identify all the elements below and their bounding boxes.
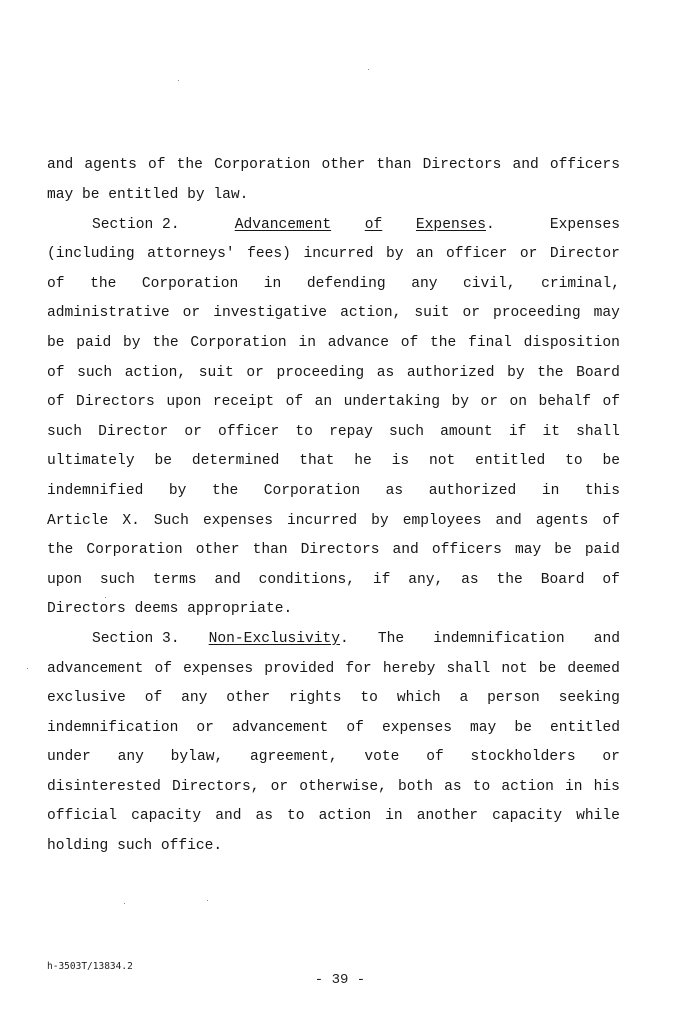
word: of — [47, 276, 65, 292]
word: of — [602, 513, 620, 529]
word: Directors — [47, 601, 126, 617]
section-2-title-word: of — [364, 217, 383, 233]
word: the — [211, 483, 239, 499]
word: other — [321, 157, 366, 173]
word: expenses — [183, 661, 254, 677]
word: or — [182, 305, 201, 321]
word: suit — [414, 305, 450, 321]
word: Corporation — [86, 542, 183, 558]
word: and — [512, 157, 539, 173]
page-number: - 39 - — [314, 972, 366, 988]
word: investigative — [213, 305, 328, 321]
text-line — [47, 837, 620, 855]
word: any — [117, 749, 144, 765]
word: the — [176, 157, 203, 173]
word: officer — [446, 246, 508, 262]
word: of — [285, 394, 304, 410]
word: disposition — [523, 335, 620, 351]
text-line — [47, 304, 620, 322]
word: another — [416, 808, 479, 824]
word: the — [152, 335, 179, 351]
word: shall — [446, 661, 491, 677]
word: this — [584, 483, 620, 499]
word: administrative — [47, 305, 170, 321]
word: X. — [122, 513, 140, 529]
word: or — [480, 394, 498, 410]
word: of — [400, 335, 419, 351]
word: any, — [408, 572, 444, 588]
word: expenses — [202, 513, 274, 529]
word: of — [602, 394, 620, 410]
scan-speck — [178, 80, 179, 81]
word: if — [508, 424, 527, 440]
word: may — [514, 542, 542, 558]
word: both — [397, 779, 433, 795]
word: otherwise, — [299, 779, 387, 795]
word: exclusive — [47, 690, 126, 706]
word: stockholders — [470, 749, 576, 765]
word: (including — [47, 246, 135, 262]
text-line — [47, 689, 620, 707]
word: civil, — [463, 276, 516, 292]
text-line — [47, 660, 620, 678]
section-2-title-word: Advancement — [234, 217, 332, 233]
word: as — [385, 483, 404, 499]
word: and — [215, 808, 242, 824]
word: action — [318, 808, 372, 824]
word: of — [346, 720, 364, 736]
word: capacity — [131, 808, 202, 824]
word: the — [47, 542, 74, 558]
word: indemnified — [47, 483, 144, 499]
word: agents — [84, 157, 137, 173]
word: hereby — [382, 661, 436, 677]
word: of — [144, 690, 163, 706]
word: not — [501, 661, 528, 677]
document-id: h-3503T/13834.2 — [47, 961, 133, 972]
word: under — [47, 749, 91, 765]
word: than — [376, 157, 412, 173]
word: Corporation — [214, 157, 311, 173]
word: by — [168, 483, 187, 499]
word: to — [360, 690, 378, 706]
word: and — [392, 542, 419, 558]
word: appropriate. — [187, 601, 293, 617]
word: conditions, — [258, 572, 355, 588]
word: law. — [213, 187, 249, 203]
word: Corporation — [141, 276, 239, 292]
word: other — [195, 542, 240, 558]
text-line — [47, 778, 620, 796]
word: Directors — [300, 542, 380, 558]
text-line — [47, 334, 620, 352]
word: seeking — [558, 690, 620, 706]
word: by — [451, 394, 469, 410]
word: in — [263, 276, 282, 292]
word: disinterested — [47, 779, 161, 795]
word: employees — [402, 513, 482, 529]
word: final — [468, 335, 512, 351]
word: or — [184, 424, 202, 440]
word: on — [509, 394, 527, 410]
word: entitled — [108, 187, 179, 203]
word: be — [82, 187, 100, 203]
word: Board — [540, 572, 585, 588]
word: suit — [198, 365, 234, 381]
word: Board — [576, 365, 620, 381]
word: such — [47, 424, 83, 440]
word: upon — [166, 394, 202, 410]
word: by — [187, 187, 205, 203]
text-line — [47, 364, 620, 382]
word: paid — [76, 335, 112, 351]
word: of — [47, 365, 65, 381]
word: by — [386, 246, 404, 262]
word: upon — [47, 572, 83, 588]
text-line — [47, 571, 620, 589]
word: if — [372, 572, 391, 588]
word: an — [416, 246, 434, 262]
section-3-word: The — [377, 631, 405, 647]
word: advancement — [231, 720, 329, 736]
word: deems — [134, 601, 179, 617]
word: undertaking — [343, 394, 440, 410]
word: a — [459, 690, 469, 706]
word: action, — [124, 365, 187, 381]
word: or — [196, 720, 214, 736]
text-line — [47, 452, 620, 470]
word: attorneys' — [147, 246, 235, 262]
word: and — [214, 572, 241, 588]
section-3-title: Non-Exclusivity. — [208, 631, 349, 647]
word: or — [246, 365, 264, 381]
word: be — [47, 335, 65, 351]
word: entitled — [475, 453, 546, 469]
word: to — [287, 808, 305, 824]
word: officers — [431, 542, 502, 558]
word: official — [47, 808, 118, 824]
word: is — [391, 453, 410, 469]
word: Directors — [76, 394, 155, 410]
word: provided — [264, 661, 335, 677]
word: for — [345, 661, 372, 677]
word: be — [154, 453, 172, 469]
word: rights — [288, 690, 342, 706]
text-line — [47, 423, 620, 441]
word: Article — [47, 513, 109, 529]
word: be — [514, 720, 532, 736]
word: proceeding — [493, 305, 581, 321]
word: in — [565, 779, 583, 795]
word: he — [354, 453, 372, 469]
word: to — [565, 453, 583, 469]
word: an — [314, 394, 333, 410]
word: the — [537, 365, 564, 381]
word: of — [154, 661, 172, 677]
word: terms — [152, 572, 197, 588]
scan-speck — [27, 668, 28, 669]
text-line — [47, 512, 620, 530]
word: paid — [584, 542, 620, 558]
word: authorized — [406, 365, 495, 381]
word: it — [542, 424, 560, 440]
section-2-title-group — [235, 216, 495, 234]
word: as — [444, 779, 462, 795]
word: of — [602, 572, 620, 588]
word: as — [255, 808, 274, 824]
word: may — [593, 305, 620, 321]
word: or — [602, 749, 620, 765]
word: be — [538, 661, 557, 677]
word: amount — [440, 424, 493, 440]
word: indemnification — [47, 720, 179, 736]
scan-speck — [124, 903, 125, 904]
text-line — [47, 245, 620, 263]
word: by — [507, 365, 525, 381]
text-line — [47, 600, 620, 618]
section-3-label: Section 3. — [92, 631, 180, 647]
word: Director — [98, 424, 169, 440]
word: in — [385, 808, 403, 824]
section-2-heading — [92, 216, 620, 234]
word: as — [376, 365, 395, 381]
word: repay — [329, 424, 373, 440]
word: deemed — [567, 661, 620, 677]
word: such — [77, 365, 113, 381]
word: agents — [535, 513, 589, 529]
section-3-word: indemnification — [433, 631, 565, 647]
word: that — [299, 453, 335, 469]
word: to — [295, 424, 313, 440]
word: Directors — [422, 157, 502, 173]
word: the — [430, 335, 457, 351]
text-line — [47, 186, 620, 204]
word: Corporation — [190, 335, 287, 351]
word: be — [602, 453, 620, 469]
word: holding — [47, 838, 109, 854]
word: by — [123, 335, 141, 351]
word: incurred — [287, 513, 358, 529]
section-2-title-word: Expenses. — [415, 217, 495, 233]
word: criminal, — [541, 276, 620, 292]
section-3-heading — [92, 630, 620, 648]
word: in — [298, 335, 316, 351]
word: action — [501, 779, 554, 795]
word: behalf — [538, 394, 591, 410]
word: as — [461, 572, 479, 588]
word: such — [99, 572, 135, 588]
text-line — [47, 807, 620, 825]
text-line — [47, 541, 620, 559]
word: proceeding — [276, 365, 365, 381]
word: bylaw, — [170, 749, 224, 765]
word: of — [47, 394, 65, 410]
section-3-word: and — [593, 631, 620, 647]
word: officers — [549, 157, 620, 173]
section-2-first-word: Expenses — [549, 217, 620, 233]
word: of — [426, 749, 444, 765]
word: his — [593, 779, 620, 795]
word: Director — [549, 246, 620, 262]
scan-speck — [105, 597, 106, 598]
word: entitled — [549, 720, 620, 736]
word: capacity — [492, 808, 563, 824]
word: person — [487, 690, 540, 706]
word: which — [396, 690, 441, 706]
scan-speck — [368, 69, 369, 70]
word: Directors, — [171, 779, 260, 795]
word: Such — [153, 513, 189, 529]
word: Corporation — [263, 483, 361, 499]
word: fees) — [247, 246, 291, 262]
word: such — [388, 424, 425, 440]
word: determined — [191, 453, 280, 469]
word: authorized — [428, 483, 517, 499]
text-line — [47, 156, 620, 174]
word: be — [554, 542, 572, 558]
word: by — [371, 513, 389, 529]
word: or — [519, 246, 538, 262]
word: to — [472, 779, 491, 795]
word: defending — [306, 276, 386, 292]
word: than — [252, 542, 288, 558]
word: such — [117, 838, 153, 854]
text-line — [47, 748, 620, 766]
word: vote — [364, 749, 400, 765]
text-line — [47, 719, 620, 737]
word: incurred — [303, 246, 374, 262]
word: may — [47, 187, 74, 203]
word: or — [462, 305, 480, 321]
word: receipt — [212, 394, 275, 410]
word: of — [148, 157, 166, 173]
word: and — [47, 157, 74, 173]
word: advancement — [47, 661, 144, 677]
word: shall — [576, 424, 620, 440]
word: office. — [160, 838, 223, 854]
word: in — [541, 483, 560, 499]
word: not — [428, 453, 456, 469]
word: while — [576, 808, 620, 824]
word: any — [411, 276, 438, 292]
word: the — [90, 276, 117, 292]
word: other — [226, 690, 271, 706]
text-line — [47, 275, 620, 293]
word: expenses — [381, 720, 452, 736]
text-line — [47, 482, 620, 500]
word: action, — [340, 305, 402, 321]
word: officer — [217, 424, 280, 440]
word: ultimately — [47, 453, 135, 469]
word: agreement, — [250, 749, 338, 765]
scan-speck — [207, 900, 208, 901]
word: and — [495, 513, 522, 529]
word: any — [181, 690, 208, 706]
word: advance — [327, 335, 390, 351]
word: or — [270, 779, 289, 795]
section-2-label: Section 2. — [92, 217, 180, 233]
word: may — [470, 720, 497, 736]
word: the — [496, 572, 523, 588]
text-line — [47, 393, 620, 411]
